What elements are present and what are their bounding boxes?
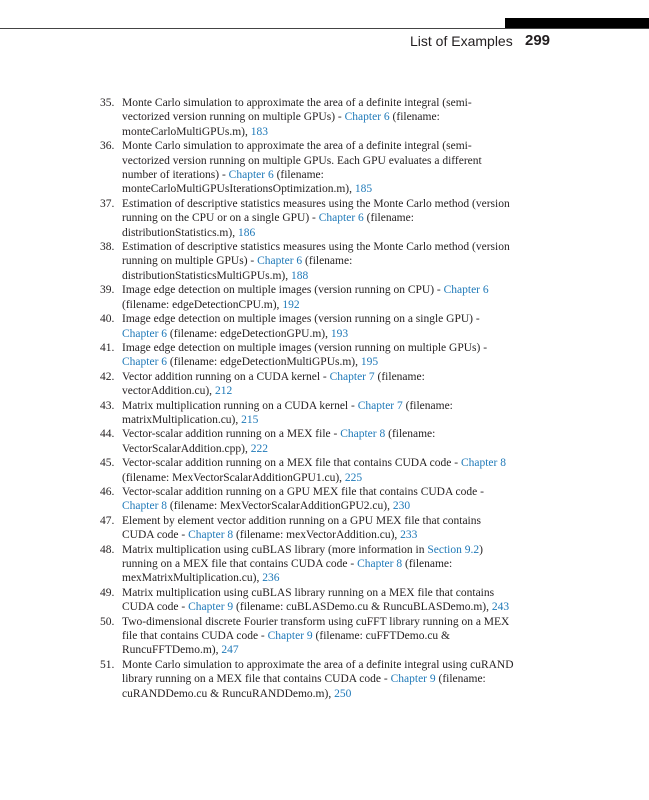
chapter-link[interactable]: Chapter 6 bbox=[318, 212, 364, 225]
item-text bbox=[122, 586, 515, 615]
item-text bbox=[122, 312, 515, 341]
item-filename: (filename: cuRANDDemo.cu & RuncuRANDDemo.m), bbox=[122, 673, 486, 700]
chapter-link[interactable]: Chapter 6 bbox=[344, 111, 390, 124]
item-number: 38. bbox=[100, 241, 115, 254]
page-link[interactable]: 243 bbox=[491, 601, 510, 614]
item-number: 36. bbox=[100, 140, 115, 153]
item-number: 46. bbox=[100, 485, 115, 498]
list-item bbox=[100, 456, 515, 485]
item-filename: (filename: monteCarloMultiGPUsIterationsOptimization.m), bbox=[122, 169, 355, 196]
chapter-link[interactable]: Chapter 8 bbox=[357, 558, 403, 570]
list-item bbox=[100, 586, 515, 615]
item-number: 42. bbox=[100, 370, 115, 383]
item-text bbox=[122, 370, 515, 399]
list-item bbox=[100, 197, 515, 240]
chapter-link[interactable]: Chapter 9 bbox=[267, 630, 313, 643]
item-description: Image edge detection on multiple images (version running on CPU) - bbox=[122, 284, 444, 297]
page-link[interactable]: 225 bbox=[344, 471, 363, 484]
item-number: 41. bbox=[100, 341, 115, 354]
item-description: Estimation of descriptive statistics measures using the Monte Carlo method (version running on multiple GPUs) - bbox=[122, 241, 510, 268]
page-link[interactable]: 247 bbox=[221, 644, 239, 657]
item-description: Estimation of descriptive statistics measures using the Monte Carlo method (version running on the CPU or on a single GPU) - bbox=[122, 197, 510, 225]
list-item bbox=[100, 240, 515, 283]
item-number: 47. bbox=[100, 514, 115, 527]
item-number: 37. bbox=[100, 197, 115, 210]
item-filename: (filename: MexVectorScalarAdditionGPU1.cu), bbox=[122, 471, 345, 484]
item-number: 50. bbox=[100, 615, 115, 628]
chapter-link[interactable]: Chapter 8 bbox=[340, 428, 386, 441]
item-number: 48. bbox=[100, 543, 115, 556]
item-number: 40. bbox=[100, 313, 115, 326]
list-item bbox=[100, 139, 515, 197]
list-item bbox=[100, 485, 515, 514]
item-filename: (filename: cuBLASDemo.cu & RuncuBLASDemo.m), bbox=[233, 601, 492, 614]
item-text bbox=[122, 485, 515, 514]
item-filename: (filename: cuFFTDemo.cu & RuncuFFTDemo.m), bbox=[122, 630, 450, 657]
list-item bbox=[100, 312, 515, 341]
page-link[interactable]: 195 bbox=[360, 356, 379, 369]
header-rule bbox=[0, 28, 649, 29]
page-link[interactable]: 212 bbox=[214, 385, 233, 398]
item-filename: (filename: edgeDetectionCPU.m), bbox=[122, 298, 283, 311]
page-link[interactable]: 233 bbox=[400, 529, 418, 542]
item-text bbox=[122, 197, 515, 240]
item-text bbox=[122, 399, 515, 428]
item-text bbox=[122, 240, 515, 283]
item-description: Vector-scalar addition running on a GPU MEX file that contains CUDA code - bbox=[122, 485, 484, 498]
page-link[interactable]: 222 bbox=[250, 442, 268, 455]
chapter-link[interactable]: Chapter 9 bbox=[188, 601, 234, 614]
item-text bbox=[122, 615, 515, 658]
list-item bbox=[100, 370, 515, 399]
item-description: Monte Carlo simulation to approximate the area of a definite integral (semi-vectorized version running on multiple GPUs. Each GPU evaluates a different number of iterations) - bbox=[122, 140, 482, 182]
item-filename: (filename: distributionStatistics.m), bbox=[122, 212, 414, 239]
item-text bbox=[122, 341, 515, 370]
item-filename: (filename: monteCarloMultiGPUs.m), bbox=[122, 111, 440, 138]
page-link[interactable]: 186 bbox=[237, 226, 256, 239]
page-link[interactable]: 185 bbox=[354, 183, 373, 196]
chapter-link[interactable]: Chapter 6 bbox=[122, 327, 168, 340]
chapter-link[interactable]: Chapter 6 bbox=[443, 284, 489, 297]
item-description: Vector-scalar addition running on a MEX file - bbox=[122, 428, 341, 441]
list-item bbox=[100, 658, 515, 701]
item-text bbox=[122, 543, 515, 586]
item-filename: (filename: distributionStatisticsMultiGPUs.m), bbox=[122, 255, 353, 282]
item-text bbox=[122, 96, 515, 139]
examples-list bbox=[100, 96, 515, 701]
item-filename: (filename: edgeDetectionMultiGPUs.m), bbox=[167, 356, 361, 369]
item-description: Image edge detection on multiple images (version running on a single GPU) - bbox=[122, 313, 480, 326]
list-item bbox=[100, 615, 515, 658]
chapter-link[interactable]: Chapter 6 bbox=[257, 255, 303, 268]
list-item bbox=[100, 341, 515, 370]
chapter-link[interactable]: Chapter 8 bbox=[188, 529, 234, 542]
page-link[interactable]: 250 bbox=[334, 687, 352, 700]
item-filename: (filename: mexVectorAddition.cu), bbox=[233, 529, 401, 542]
chapter-link[interactable]: Chapter 7 bbox=[357, 399, 403, 412]
item-filename: ) running on a MEX file that contains CUDA code - bbox=[122, 543, 483, 570]
item-number: 39. bbox=[100, 284, 115, 297]
item-filename: (filename: vectorAddition.cu), bbox=[122, 370, 425, 398]
list-item bbox=[100, 399, 515, 428]
list-item bbox=[100, 514, 515, 543]
chapter-link[interactable]: Chapter 6 bbox=[228, 169, 274, 182]
item-text bbox=[122, 456, 515, 485]
chapter-link[interactable]: Chapter 7 bbox=[329, 370, 375, 383]
item-text bbox=[122, 658, 515, 701]
page-link[interactable]: 188 bbox=[291, 269, 309, 282]
item-description: Element by element vector addition running on a GPU MEX file that contains CUDA code - bbox=[122, 514, 481, 542]
item-description: Image edge detection on multiple images (version running on multiple GPUs) - bbox=[122, 341, 488, 354]
item-description: Monte Carlo simulation to approximate the area of a definite integral using cuRAND library running on a MEX file that contains CUDA code - bbox=[122, 658, 514, 686]
chapter-link[interactable]: Section 9.2 bbox=[427, 543, 480, 556]
chapter-link[interactable]: Chapter 6 bbox=[122, 356, 168, 369]
list-item bbox=[100, 427, 515, 456]
chapter-link[interactable]: Chapter 9 bbox=[390, 673, 436, 686]
list-item bbox=[100, 96, 515, 139]
page-link[interactable]: 236 bbox=[262, 572, 280, 585]
page-link[interactable]: 215 bbox=[241, 413, 259, 426]
item-filename: (filename: mexMatrixMultiplication.cu), bbox=[122, 558, 453, 585]
item-text bbox=[122, 427, 515, 456]
item-number: 43. bbox=[100, 399, 115, 412]
page-link[interactable]: 230 bbox=[392, 500, 411, 513]
item-description: Matrix multiplication using cuBLAS library running on a MEX file that contains CUDA code - bbox=[122, 586, 495, 614]
item-number: 45. bbox=[100, 457, 115, 470]
page-number: 299 bbox=[525, 32, 551, 49]
item-description: Matrix multiplication using cuBLAS library (more information in bbox=[122, 543, 428, 556]
item-description: Vector-scalar addition running on a MEX file that contains CUDA code - bbox=[122, 457, 461, 470]
item-text bbox=[122, 139, 515, 197]
item-description: Monte Carlo simulation to approximate the area of a definite integral (semi-vectorized version running on multiple GPUs) - bbox=[122, 97, 472, 124]
item-description: Matrix multiplication running on a CUDA kernel - bbox=[122, 399, 358, 412]
chapter-link[interactable]: Chapter 8 bbox=[460, 457, 506, 470]
item-description: Two-dimensional discrete Fourier transform using cuFFT library running on a MEX file that contains CUDA code - bbox=[122, 615, 510, 643]
page-link[interactable]: 192 bbox=[282, 298, 300, 311]
item-number: 44. bbox=[100, 428, 115, 441]
item-filename: (filename: MexVectorScalarAdditionGPU2.cu), bbox=[167, 500, 393, 513]
running-header-title: List of Examples bbox=[410, 33, 513, 49]
item-filename: (filename: VectorScalarAddition.cpp), bbox=[122, 428, 436, 455]
item-filename: (filename: matrixMultiplication.cu), bbox=[122, 399, 453, 426]
page-link[interactable]: 183 bbox=[250, 125, 268, 138]
item-number: 51. bbox=[100, 658, 115, 671]
page-link[interactable]: 193 bbox=[330, 327, 349, 340]
item-filename: (filename: edgeDetectionGPU.m), bbox=[167, 327, 331, 340]
list-item bbox=[100, 283, 515, 312]
item-number: 49. bbox=[100, 586, 115, 599]
item-description: Vector addition running on a CUDA kernel - bbox=[122, 370, 330, 383]
list-item bbox=[100, 543, 515, 586]
item-text bbox=[122, 283, 515, 312]
chapter-link[interactable]: Chapter 8 bbox=[122, 500, 168, 513]
item-number: 35. bbox=[100, 97, 115, 109]
item-text bbox=[122, 514, 515, 543]
